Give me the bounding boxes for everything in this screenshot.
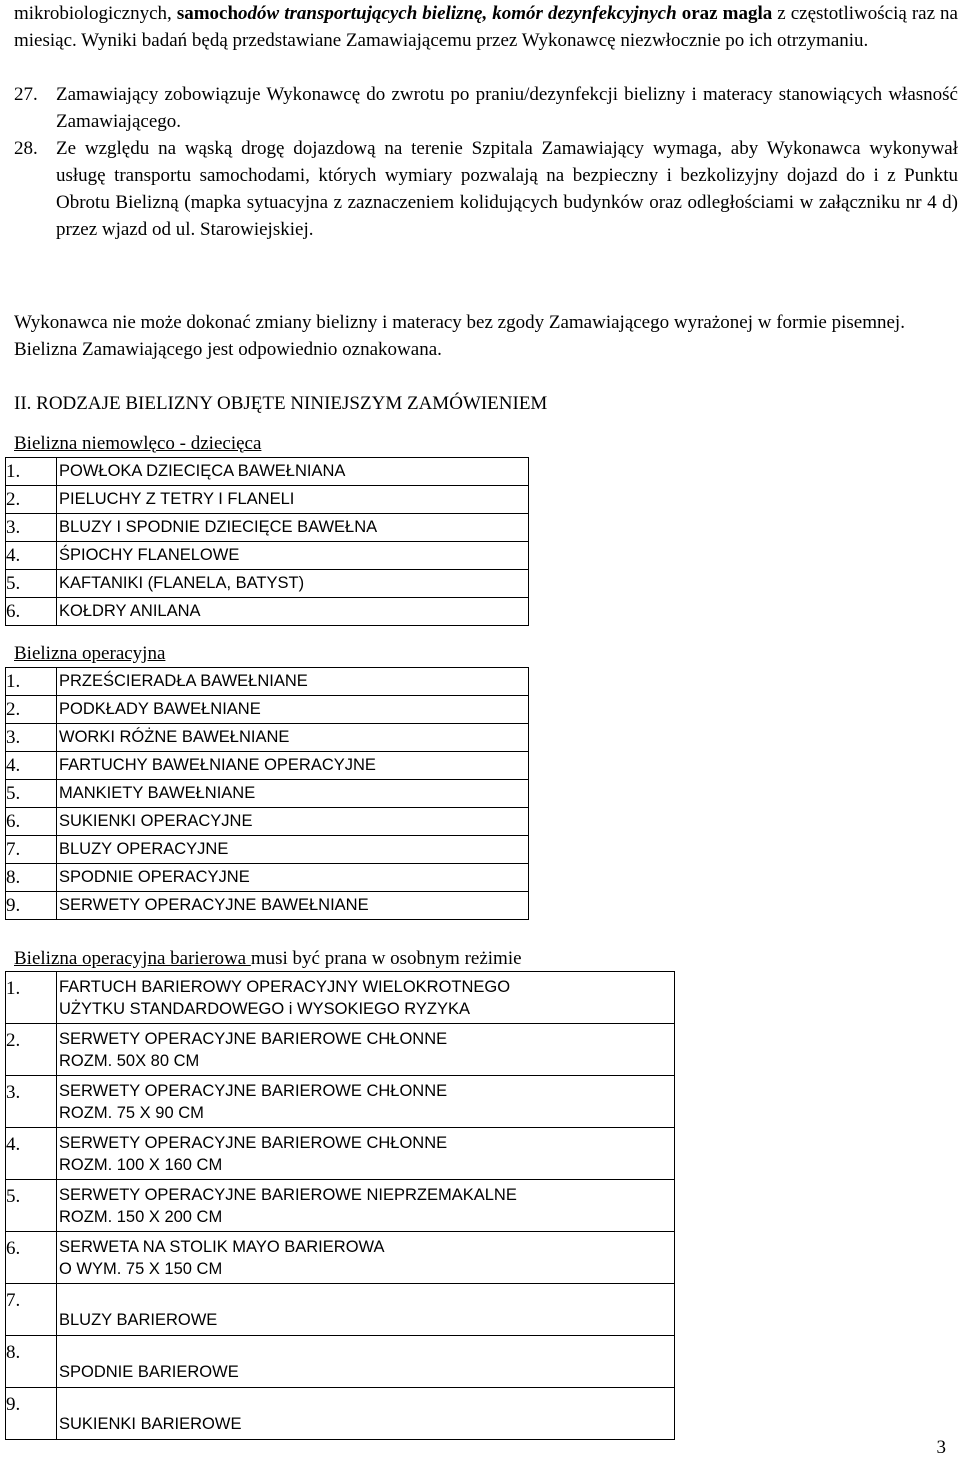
list-item-27	[14, 81, 958, 135]
row-text-line1: SPODNIE BARIEROWE	[59, 1363, 239, 1381]
row-text: KOŁDRY ANILANA	[57, 598, 529, 626]
row-text-line2: O WYM. 75 X 150 CM	[59, 1259, 223, 1278]
row-number: 9.	[6, 1388, 57, 1440]
page-number: 3	[936, 1437, 946, 1458]
row-text-line1: FARTUCH BARIEROWY OPERACYJNY WIELOKROTNEGO	[59, 977, 511, 996]
row-text: FARTUCHY BAWEŁNIANE OPERACYJNE	[57, 752, 529, 780]
row-text: WORKI RÓŻNE BAWEŁNIANE	[57, 724, 529, 752]
row-text-line1: SERWETY OPERACYJNE BARIEROWE NIEPRZEMAKALNE	[59, 1185, 517, 1204]
intro-bold-italic: odów transportujących bieliznę, komór dezynfekcyjnych	[238, 3, 677, 24]
table-row	[6, 514, 529, 542]
table-row	[6, 668, 529, 696]
row-number: 6.	[6, 1232, 57, 1284]
row-number: 2.	[6, 696, 57, 724]
row-text: MANKIETY BAWEŁNIANE	[57, 780, 529, 808]
table-row	[6, 1336, 675, 1388]
row-number: 7.	[6, 836, 57, 864]
row-text-line1: SERWETA NA STOLIK MAYO BARIEROWA	[59, 1237, 385, 1256]
row-number: 8.	[6, 1336, 57, 1388]
row-text-line2: ROZM. 100 X 160 CM	[59, 1155, 223, 1174]
table-row	[6, 486, 529, 514]
row-text: POWŁOKA DZIECIĘCA BAWEŁNIANA	[57, 458, 529, 486]
row-number: 1.	[6, 668, 57, 696]
row-text	[57, 1284, 675, 1336]
row-number: 3.	[6, 1076, 57, 1128]
row-text-line1: SERWETY OPERACYJNE BARIEROWE CHŁONNE	[59, 1029, 448, 1048]
row-number: 4.	[6, 752, 57, 780]
table-row	[6, 864, 529, 892]
row-text: ŚPIOCHY FLANELOWE	[57, 542, 529, 570]
list-item-number: 28.	[14, 138, 38, 159]
row-text	[57, 1232, 675, 1284]
row-text	[57, 1180, 675, 1232]
table-row	[6, 1128, 675, 1180]
row-text: PODKŁADY BAWEŁNIANE	[57, 696, 529, 724]
table-row	[6, 752, 529, 780]
row-number: 5.	[6, 1180, 57, 1232]
row-text	[57, 972, 675, 1024]
row-number: 3.	[6, 724, 57, 752]
row-number: 4.	[6, 1128, 57, 1180]
intro-bold-1: samoch	[176, 3, 239, 24]
row-text	[57, 1128, 675, 1180]
row-number: 6.	[6, 598, 57, 626]
row-number: 5.	[6, 570, 57, 598]
row-text	[57, 1388, 675, 1440]
row-text: KAFTANIKI (FLANELA, BATYST)	[57, 570, 529, 598]
table-row	[6, 1076, 675, 1128]
row-text-line1: BLUZY BARIEROWE	[59, 1311, 218, 1329]
table-row	[6, 458, 529, 486]
section1-title: Bielizna niemowlęco - dziecięca	[14, 433, 262, 454]
intro-text-start: mikrobiologicznych,	[14, 3, 177, 24]
row-text-line2: ROZM. 150 X 200 CM	[59, 1207, 223, 1226]
row-text-line1: SERWETY OPERACYJNE BARIEROWE CHŁONNE	[59, 1081, 448, 1100]
section3-title-underlined: Bielizna operacyjna barierowa	[14, 948, 251, 969]
table-row	[6, 780, 529, 808]
row-number: 7.	[6, 1284, 57, 1336]
table-row	[6, 1024, 675, 1076]
list-item-28	[14, 135, 958, 243]
paragraph-2	[14, 309, 954, 363]
row-text-line2: ROZM. 50X 80 CM	[59, 1051, 200, 1070]
table-row	[6, 1180, 675, 1232]
intro-paragraph	[14, 0, 958, 54]
row-number: 1.	[6, 972, 57, 1024]
table-row	[6, 598, 529, 626]
intro-text-rest: z częstotliwością raz na miesiąc. Wyniki badań będą przedstawiane Zamawiającemu przez Wykonawcę niezwłocznie po ich otrzymaniu.	[14, 3, 958, 51]
section2-table	[5, 667, 529, 920]
list-item-text: Zamawiający zobowiązuje Wykonawcę do zwrotu po praniu/dezynfekcji bielizny i materacy stanowiących własność Zamawiającego.	[56, 84, 958, 132]
row-number: 1.	[6, 458, 57, 486]
table-row	[6, 724, 529, 752]
section1-table	[5, 457, 529, 626]
section2-title: Bielizna operacyjna	[14, 643, 166, 664]
table-row	[6, 1232, 675, 1284]
row-text	[57, 1076, 675, 1128]
row-number: 5.	[6, 780, 57, 808]
table-row	[6, 570, 529, 598]
row-text: SERWETY OPERACYJNE BAWEŁNIANE	[57, 892, 529, 920]
row-number: 6.	[6, 808, 57, 836]
list-item-text: Ze względu na wąską drogę dojazdową na terenie Szpitala Zamawiający wymaga, aby Wykonawca wykonywał usługę transportu samochodami, których wymiary pozwalają na bezpieczny i bezkolizyjny dojazd do i z Punktu Obrotu Bielizną (mapka sytuacyjna z zaznaczeniem kolidujących budynków oraz odległościami w załączniku nr 4 d) przez wjazd od ul. Starowiejskiej.	[56, 138, 958, 240]
row-text	[57, 1024, 675, 1076]
row-text: PRZEŚCIERADŁA BAWEŁNIANE	[57, 668, 529, 696]
row-text-line1: SUKIENKI BARIEROWE	[59, 1415, 242, 1433]
table-row	[6, 696, 529, 724]
row-text: SUKIENKI OPERACYJNE	[57, 808, 529, 836]
row-text: BLUZY I SPODNIE DZIECIĘCE BAWEŁNA	[57, 514, 529, 542]
section3-table	[5, 971, 675, 1440]
row-text: BLUZY OPERACYJNE	[57, 836, 529, 864]
row-text-line1: SERWETY OPERACYJNE BARIEROWE CHŁONNE	[59, 1133, 448, 1152]
row-text-line2: UŻYTKU STANDARDOWEGO i WYSOKIEGO RYZYKA	[59, 999, 471, 1018]
row-number: 9.	[6, 892, 57, 920]
numbered-list	[14, 81, 958, 243]
row-text: SPODNIE OPERACYJNE	[57, 864, 529, 892]
row-number: 2.	[6, 1024, 57, 1076]
row-number: 2.	[6, 486, 57, 514]
row-text: PIELUCHY Z TETRY I FLANELI	[57, 486, 529, 514]
section3-title-rest: musi być prana w osobnym reżimie	[250, 948, 522, 969]
intro-bold-2: oraz magla	[676, 3, 773, 24]
paragraph-2-text: Wykonawca nie może dokonać zmiany bielizny i materacy bez zgody Zamawiającego wyrażonej w formie pisemnej. Bielizna Zamawiającego jest odpowiednio oznakowana.	[14, 312, 905, 360]
table-row	[6, 836, 529, 864]
list-item-number: 27.	[14, 84, 38, 105]
table-row	[6, 542, 529, 570]
table-row	[6, 1388, 675, 1440]
row-text-line2: ROZM. 75 X 90 CM	[59, 1103, 204, 1122]
section-heading: II. RODZAJE BIELIZNY OBJĘTE NINIEJSZYM ZAMÓWIENIEM	[14, 393, 548, 414]
table-row	[6, 972, 675, 1024]
table-row	[6, 1284, 675, 1336]
row-number: 4.	[6, 542, 57, 570]
row-number: 3.	[6, 514, 57, 542]
section3-title	[14, 945, 522, 972]
table-row	[6, 808, 529, 836]
row-text	[57, 1336, 675, 1388]
row-number: 8.	[6, 864, 57, 892]
table-row	[6, 892, 529, 920]
